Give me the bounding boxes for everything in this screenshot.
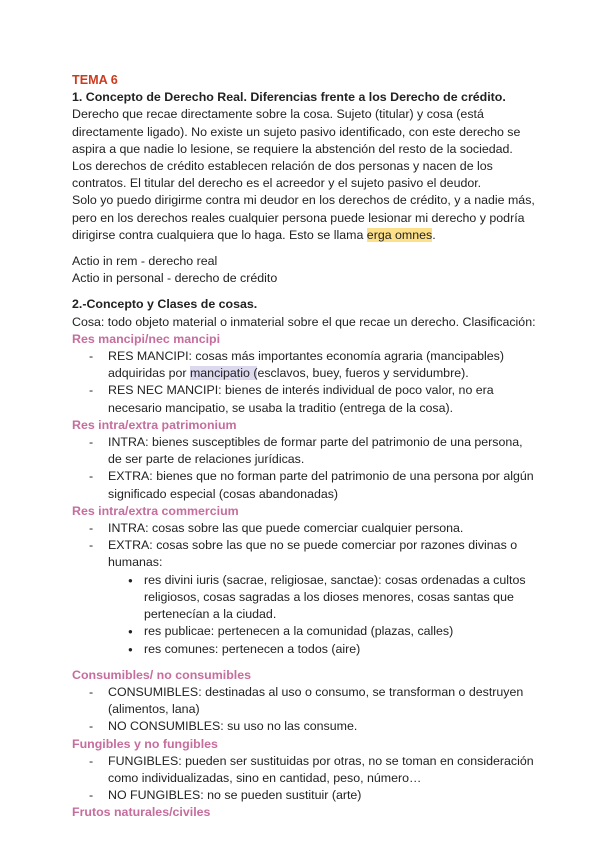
item-text: necesario mancipatio, se usaba la traditio (entrega de la cosa). <box>108 400 454 415</box>
actio-in-rem: Actio in rem - derecho real <box>72 254 218 269</box>
item-text: - RES MANCIPI: cosas más importantes economía agraria (mancipables) <box>108 349 504 364</box>
item-text: - CONSUMIBLES: destinadas al uso o consumo, se transforman o destruyen <box>108 684 524 699</box>
list-item <box>72 382 552 416</box>
list-consumibles <box>72 684 552 736</box>
document-page <box>72 72 552 822</box>
s1-line-last <box>72 227 552 244</box>
bullet-list-extra <box>108 572 552 658</box>
item-text: de ser parte de relaciones jurídicas. <box>108 452 305 467</box>
s1-line: Los derechos de crédito establecen relación de dos personas y nacen de los <box>72 159 493 174</box>
item-text: humanas: <box>108 555 163 570</box>
list-fungibles <box>72 753 552 805</box>
item-text: - NO FUNGIBLES: no se pueden sustituir (arte) <box>108 788 362 803</box>
list-item <box>72 348 552 382</box>
item-text: ● res comunes: pertenecen a todos (aire) <box>144 641 361 656</box>
item-text: como individualizadas, sino en cantidad, peso, número… <box>108 770 422 785</box>
subheading-mancipi: Res mancipi/nec mancipi <box>72 331 221 346</box>
subheading-fungibles: Fungibles y no fungibles <box>72 736 218 751</box>
item-text: - INTRA: bienes susceptibles de formar parte del patrimonio de una persona, <box>108 435 523 450</box>
list-item <box>72 520 552 537</box>
list-mancipi <box>72 348 552 417</box>
section2-heading: 2.-Concepto y Clases de cosas. <box>72 297 258 312</box>
item-text: significado especial (cosas abandonadas) <box>108 486 339 501</box>
subheading-patrimonium: Res intra/extra patrimonium <box>72 417 237 432</box>
item-text: (alimentos, lana) <box>108 702 200 717</box>
section1-heading: 1. Concepto de Derecho Real. Diferencias frente a los Derecho de crédito. <box>72 90 506 105</box>
subheading-frutos: Frutos naturales/civiles <box>72 805 211 820</box>
subheading-commercium: Res intra/extra commercium <box>72 503 239 518</box>
item-text: religiosos, cosas sagradas a los dioses menores, cosas santas que <box>144 589 514 604</box>
item-text: - EXTRA: cosas sobre las que no se puede comerciar por razones divinas o <box>108 538 518 553</box>
list-item <box>72 468 552 502</box>
bullet-item <box>108 623 552 640</box>
actio-in-personal: Actio in personal - derecho de crédito <box>72 271 278 286</box>
erga-omnes-highlight: erga omnes <box>366 227 433 242</box>
section1-paragraph <box>72 106 552 244</box>
section2-intro: Cosa: todo objeto material o inmaterial sobre el que recae un derecho. Clasificación: <box>72 314 536 329</box>
list-item <box>72 787 552 804</box>
item-text-post: esclavos, buey, fueros y servidumbre). <box>257 366 469 381</box>
item-text-pre: adquiridas por <box>108 366 190 381</box>
item-text: - NO CONSUMIBLES: su uso no las consume. <box>108 719 358 734</box>
s1-line: contratos. El titular del derecho es el acreedor y el sujeto pasivo el deudor. <box>72 176 482 191</box>
subheading-consumibles: Consumibles/ no consumibles <box>72 667 252 682</box>
s1-line: aspira a que nadie lo lesione, se requiere la abstención del resto de la sociedad. <box>72 141 513 156</box>
list-patrimonium <box>72 434 552 503</box>
item-text <box>108 365 552 382</box>
s1-last-text: dirigirse contra cualquiera que lo haga. Esto se llama <box>72 227 367 242</box>
item-text: - FUNGIBLES: pueden ser sustituidas por otras, no se toman en consideración <box>108 753 534 768</box>
item-text: ● res divini iuris (sacrae, religiosae, sanctae): cosas ordenadas a cultos <box>144 572 526 587</box>
item-text: - INTRA: cosas sobre las que puede comerciar cualquier persona. <box>108 521 464 536</box>
s1-line: directamente ligado). No existe un sujeto pasivo identificado, con este derecho se <box>72 124 521 139</box>
list-item <box>72 718 552 735</box>
s1-line: pero en los derechos reales cualquier persona puede lesionar mi derecho y podría <box>72 210 525 225</box>
item-text: - RES NEC MANCIPI: bienes de interés individual de poco valor, no era <box>108 383 494 398</box>
s1-line: Solo yo puedo dirigirme contra mi deudor en los derechos de crédito, y a nadie más, <box>72 193 535 208</box>
list-item <box>72 537 552 657</box>
s1-line: Derecho que recae directamente sobre la cosa. Sujeto (titular) y cosa (está <box>72 107 484 122</box>
tema-title: TEMA 6 <box>72 73 118 87</box>
bullet-item <box>108 572 552 624</box>
mancipatio-highlight: mancipatio ( <box>189 366 258 381</box>
item-text: ● res publicae: pertenecen a la comunidad (plazas, calles) <box>144 624 454 639</box>
list-item <box>72 434 552 468</box>
list-commercium <box>72 520 552 658</box>
item-text: - EXTRA: bienes que no forman parte del patrimonio de una persona por algún <box>108 469 534 484</box>
s1-last-period: . <box>432 227 436 242</box>
list-item <box>72 684 552 718</box>
bullet-item <box>108 641 552 658</box>
list-item <box>72 753 552 787</box>
item-text: pertenecían a la ciudad. <box>144 607 277 622</box>
